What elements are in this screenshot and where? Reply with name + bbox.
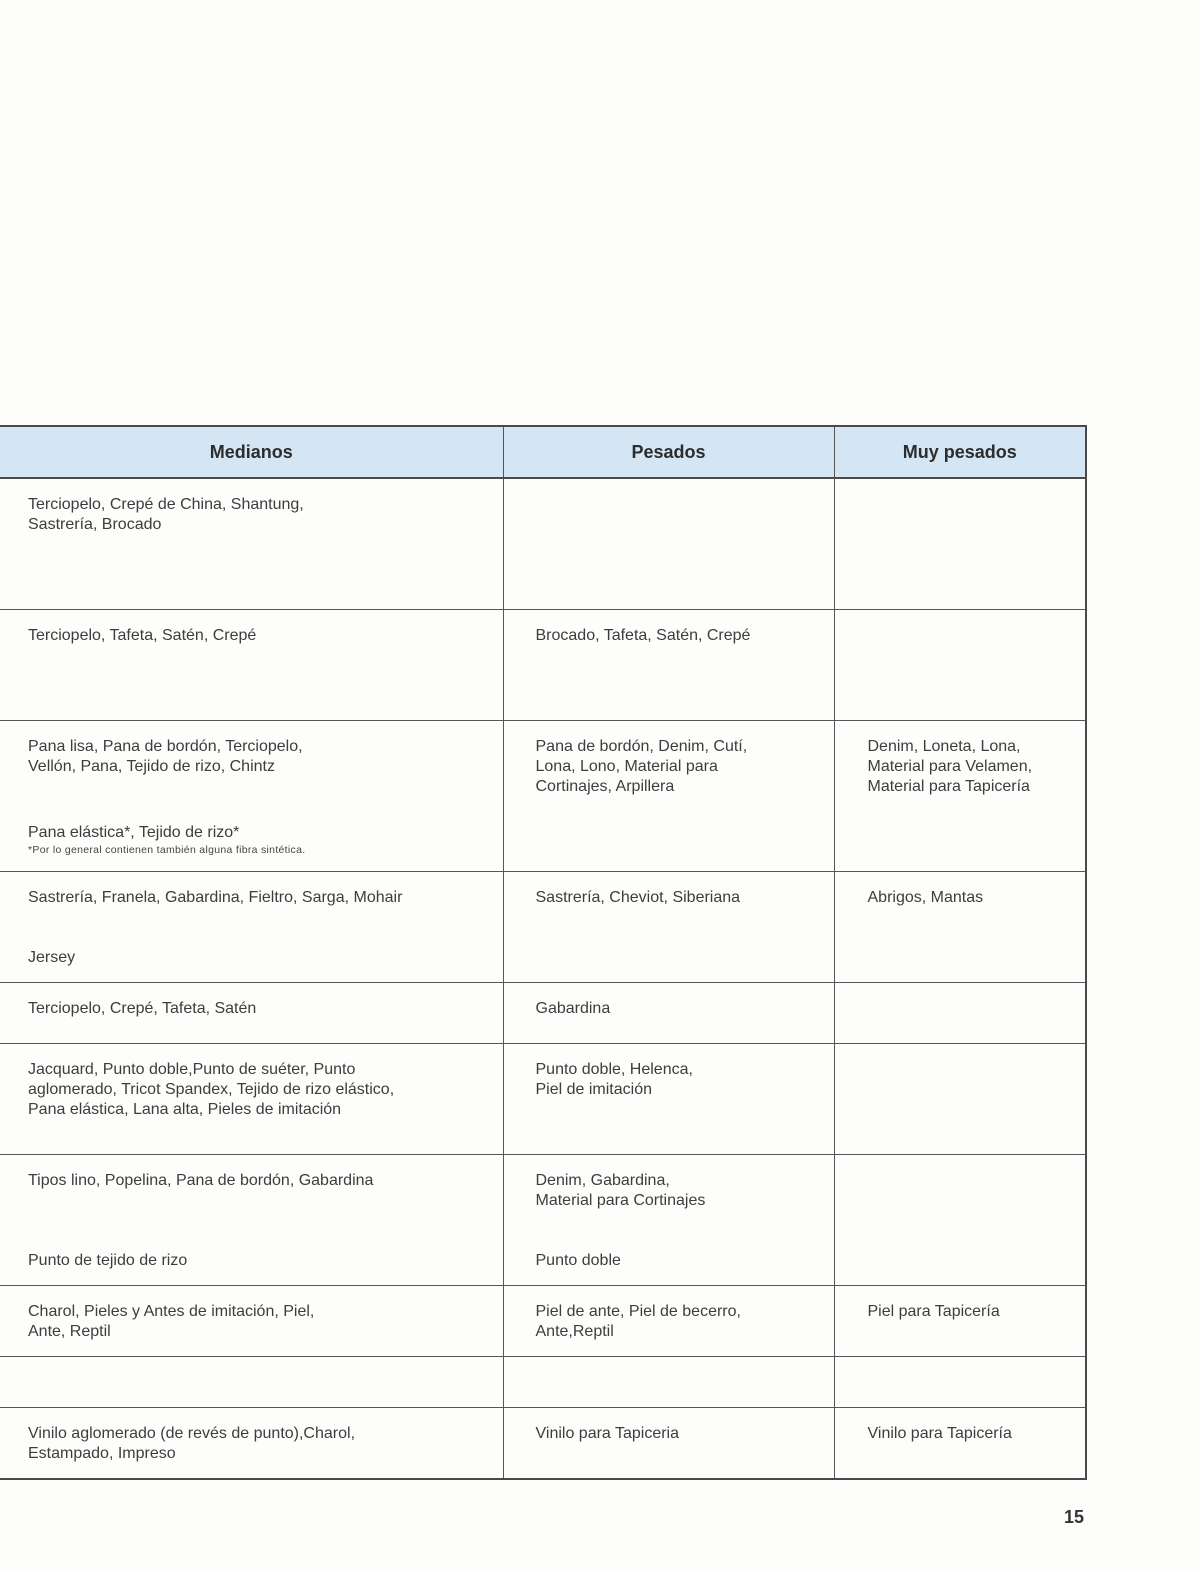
cell-content xyxy=(504,479,834,609)
cell-content xyxy=(0,1044,503,1154)
cell-text-line: Jacquard, Punto doble,Punto de suéter, Punto xyxy=(28,1061,356,1078)
cell-content xyxy=(504,1286,834,1356)
pesados-cell xyxy=(503,610,834,721)
fabric-weight-table xyxy=(0,425,1087,1480)
cell-text-line: Cortinajes, Arpillera xyxy=(535,778,675,795)
muy-pesados-cell xyxy=(834,1408,1086,1480)
table-row xyxy=(0,1044,1086,1155)
cell-text-line: Jersey xyxy=(28,949,76,966)
table-row xyxy=(0,1408,1086,1480)
cell-text-line: Pana de bordón, Denim, Cutí, xyxy=(535,738,748,755)
cell-content xyxy=(835,1286,1086,1356)
cell-text-line: Punto doble xyxy=(535,1252,621,1269)
cell-content xyxy=(504,610,834,720)
cell-text-line: Piel de imitación xyxy=(535,1081,652,1098)
cell-text-line: Vellón, Pana, Tejido de rizo, Chintz xyxy=(28,758,275,775)
cell-content xyxy=(504,983,834,1043)
cell-content xyxy=(0,872,503,982)
cell-content xyxy=(0,1357,503,1407)
pesados-cell xyxy=(503,1357,834,1408)
page-number: 15 xyxy=(1064,1507,1085,1527)
cell-text-line: Piel de ante, Piel de becerro, xyxy=(535,1303,741,1320)
cell-text-line: Piel para Tapicería xyxy=(867,1303,1000,1320)
cell-text-line: Denim, Gabardina, xyxy=(535,1172,670,1189)
cell-text-line: Lona, Lono, Material para xyxy=(535,758,718,775)
header-pesados: Pesados xyxy=(503,426,834,478)
muy-pesados-cell xyxy=(834,1044,1086,1155)
medianos-cell xyxy=(0,721,503,872)
cell-content xyxy=(0,721,503,871)
cell-content xyxy=(0,983,503,1043)
cell-text-line: Pana elástica, Lana alta, Pieles de imitación xyxy=(28,1101,342,1118)
cell-content xyxy=(835,721,1086,871)
medianos-cell xyxy=(0,1408,503,1480)
cell-bottom-block xyxy=(28,948,493,968)
cell-text-line: Sastrería, Franela, Gabardina, Fieltro, Sarga, Mohair xyxy=(28,889,403,906)
pesados-cell xyxy=(503,983,834,1044)
cell-content xyxy=(504,1408,834,1478)
cell-content xyxy=(835,983,1086,1043)
cell-content xyxy=(0,1286,503,1356)
medianos-cell xyxy=(0,983,503,1044)
medianos-cell xyxy=(0,1044,503,1155)
table-body xyxy=(0,478,1086,1479)
cell-content xyxy=(835,479,1086,609)
muy-pesados-cell xyxy=(834,721,1086,872)
pesados-cell xyxy=(503,872,834,983)
cell-content xyxy=(504,1044,834,1154)
cell-text-line: Material para Tapicería xyxy=(867,778,1030,795)
pesados-cell xyxy=(503,1155,834,1286)
table-row xyxy=(0,872,1086,983)
cell-text-line: Brocado, Tafeta, Satén, Crepé xyxy=(535,627,751,644)
medianos-cell xyxy=(0,1357,503,1408)
muy-pesados-cell xyxy=(834,872,1086,983)
cell-text-line: Vinilo aglomerado (de revés de punto),Charol, xyxy=(28,1425,356,1442)
cell-content xyxy=(0,1155,503,1285)
cell-content xyxy=(504,1357,834,1407)
cell-text-line: Material para Velamen, xyxy=(867,758,1033,775)
cell-text-line: Ante, Reptil xyxy=(28,1323,111,1340)
cell-content xyxy=(504,1155,834,1285)
muy-pesados-cell xyxy=(834,1286,1086,1357)
cell-content xyxy=(504,721,834,871)
table-row xyxy=(0,478,1086,610)
header-muy-pesados: Muy pesados xyxy=(834,426,1086,478)
cell-content xyxy=(0,610,503,720)
medianos-cell xyxy=(0,610,503,721)
table-row xyxy=(0,610,1086,721)
muy-pesados-cell xyxy=(834,1155,1086,1286)
pesados-cell xyxy=(503,478,834,610)
muy-pesados-cell xyxy=(834,610,1086,721)
cell-bottom-block xyxy=(536,1251,824,1271)
cell-content xyxy=(835,1155,1086,1285)
cell-text-line: Sastrería, Cheviot, Siberiana xyxy=(535,889,741,906)
cell-text-line: Terciopelo, Tafeta, Satén, Crepé xyxy=(28,627,257,644)
cell-bottom-block xyxy=(28,823,493,857)
table-row xyxy=(0,721,1086,872)
table-row xyxy=(0,983,1086,1044)
cell-text-line: Tipos lino, Popelina, Pana de bordón, Gabardina xyxy=(28,1172,374,1189)
cell-text-line: Estampado, Impreso xyxy=(28,1445,176,1462)
cell-content xyxy=(835,1044,1086,1154)
cell-content xyxy=(0,479,503,609)
cell-content xyxy=(835,872,1086,982)
table-row xyxy=(0,1357,1086,1408)
cell-text-line: Denim, Loneta, Lona, xyxy=(867,738,1021,755)
cell-text-line: Punto doble, Helenca, xyxy=(535,1061,693,1078)
cell-content xyxy=(504,872,834,982)
cell-text-line: Terciopelo, Crepé de China, Shantung, xyxy=(28,496,304,513)
pesados-cell xyxy=(503,1286,834,1357)
header-medianos: Medianos xyxy=(0,426,503,478)
table-header-row xyxy=(0,426,1086,478)
table-row xyxy=(0,1155,1086,1286)
cell-text-line: Ante,Reptil xyxy=(535,1323,614,1340)
cell-text-line: aglomerado, Tricot Spandex, Tejido de rizo elástico, xyxy=(28,1081,395,1098)
cell-text-line: Terciopelo, Crepé, Tafeta, Satén xyxy=(28,1000,257,1017)
cell-text-line: Pana elástica*, Tejido de rizo* xyxy=(28,824,240,841)
cell-content xyxy=(0,1408,503,1478)
cell-text-line: Charol, Pieles y Antes de imitación, Piel, xyxy=(28,1303,315,1320)
cell-content xyxy=(835,1408,1086,1478)
cell-content xyxy=(835,610,1086,720)
medianos-cell xyxy=(0,478,503,610)
muy-pesados-cell xyxy=(834,1357,1086,1408)
cell-text-line: Pana lisa, Pana de bordón, Terciopelo, xyxy=(28,738,303,755)
muy-pesados-cell xyxy=(834,983,1086,1044)
cell-text-line: Abrigos, Mantas xyxy=(867,889,984,906)
cell-bottom-block xyxy=(28,1251,493,1271)
cell-text-line: Gabardina xyxy=(535,1000,611,1017)
medianos-cell xyxy=(0,872,503,983)
cell-text-line: Vinilo para Tapiceria xyxy=(535,1425,679,1442)
pesados-cell xyxy=(503,1044,834,1155)
cell-text-line: Sastrería, Brocado xyxy=(28,516,162,533)
muy-pesados-cell xyxy=(834,478,1086,610)
cell-content xyxy=(835,1357,1086,1407)
footnote: *Por lo general contienen también alguna fibra sintética. xyxy=(28,844,306,856)
cell-text-line: Punto de tejido de rizo xyxy=(28,1252,188,1269)
cell-text-line: Vinilo para Tapicería xyxy=(867,1425,1012,1442)
pesados-cell xyxy=(503,1408,834,1480)
medianos-cell xyxy=(0,1286,503,1357)
table-row xyxy=(0,1286,1086,1357)
medianos-cell xyxy=(0,1155,503,1286)
pesados-cell xyxy=(503,721,834,872)
cell-text-line: Material para Cortinajes xyxy=(535,1192,706,1209)
